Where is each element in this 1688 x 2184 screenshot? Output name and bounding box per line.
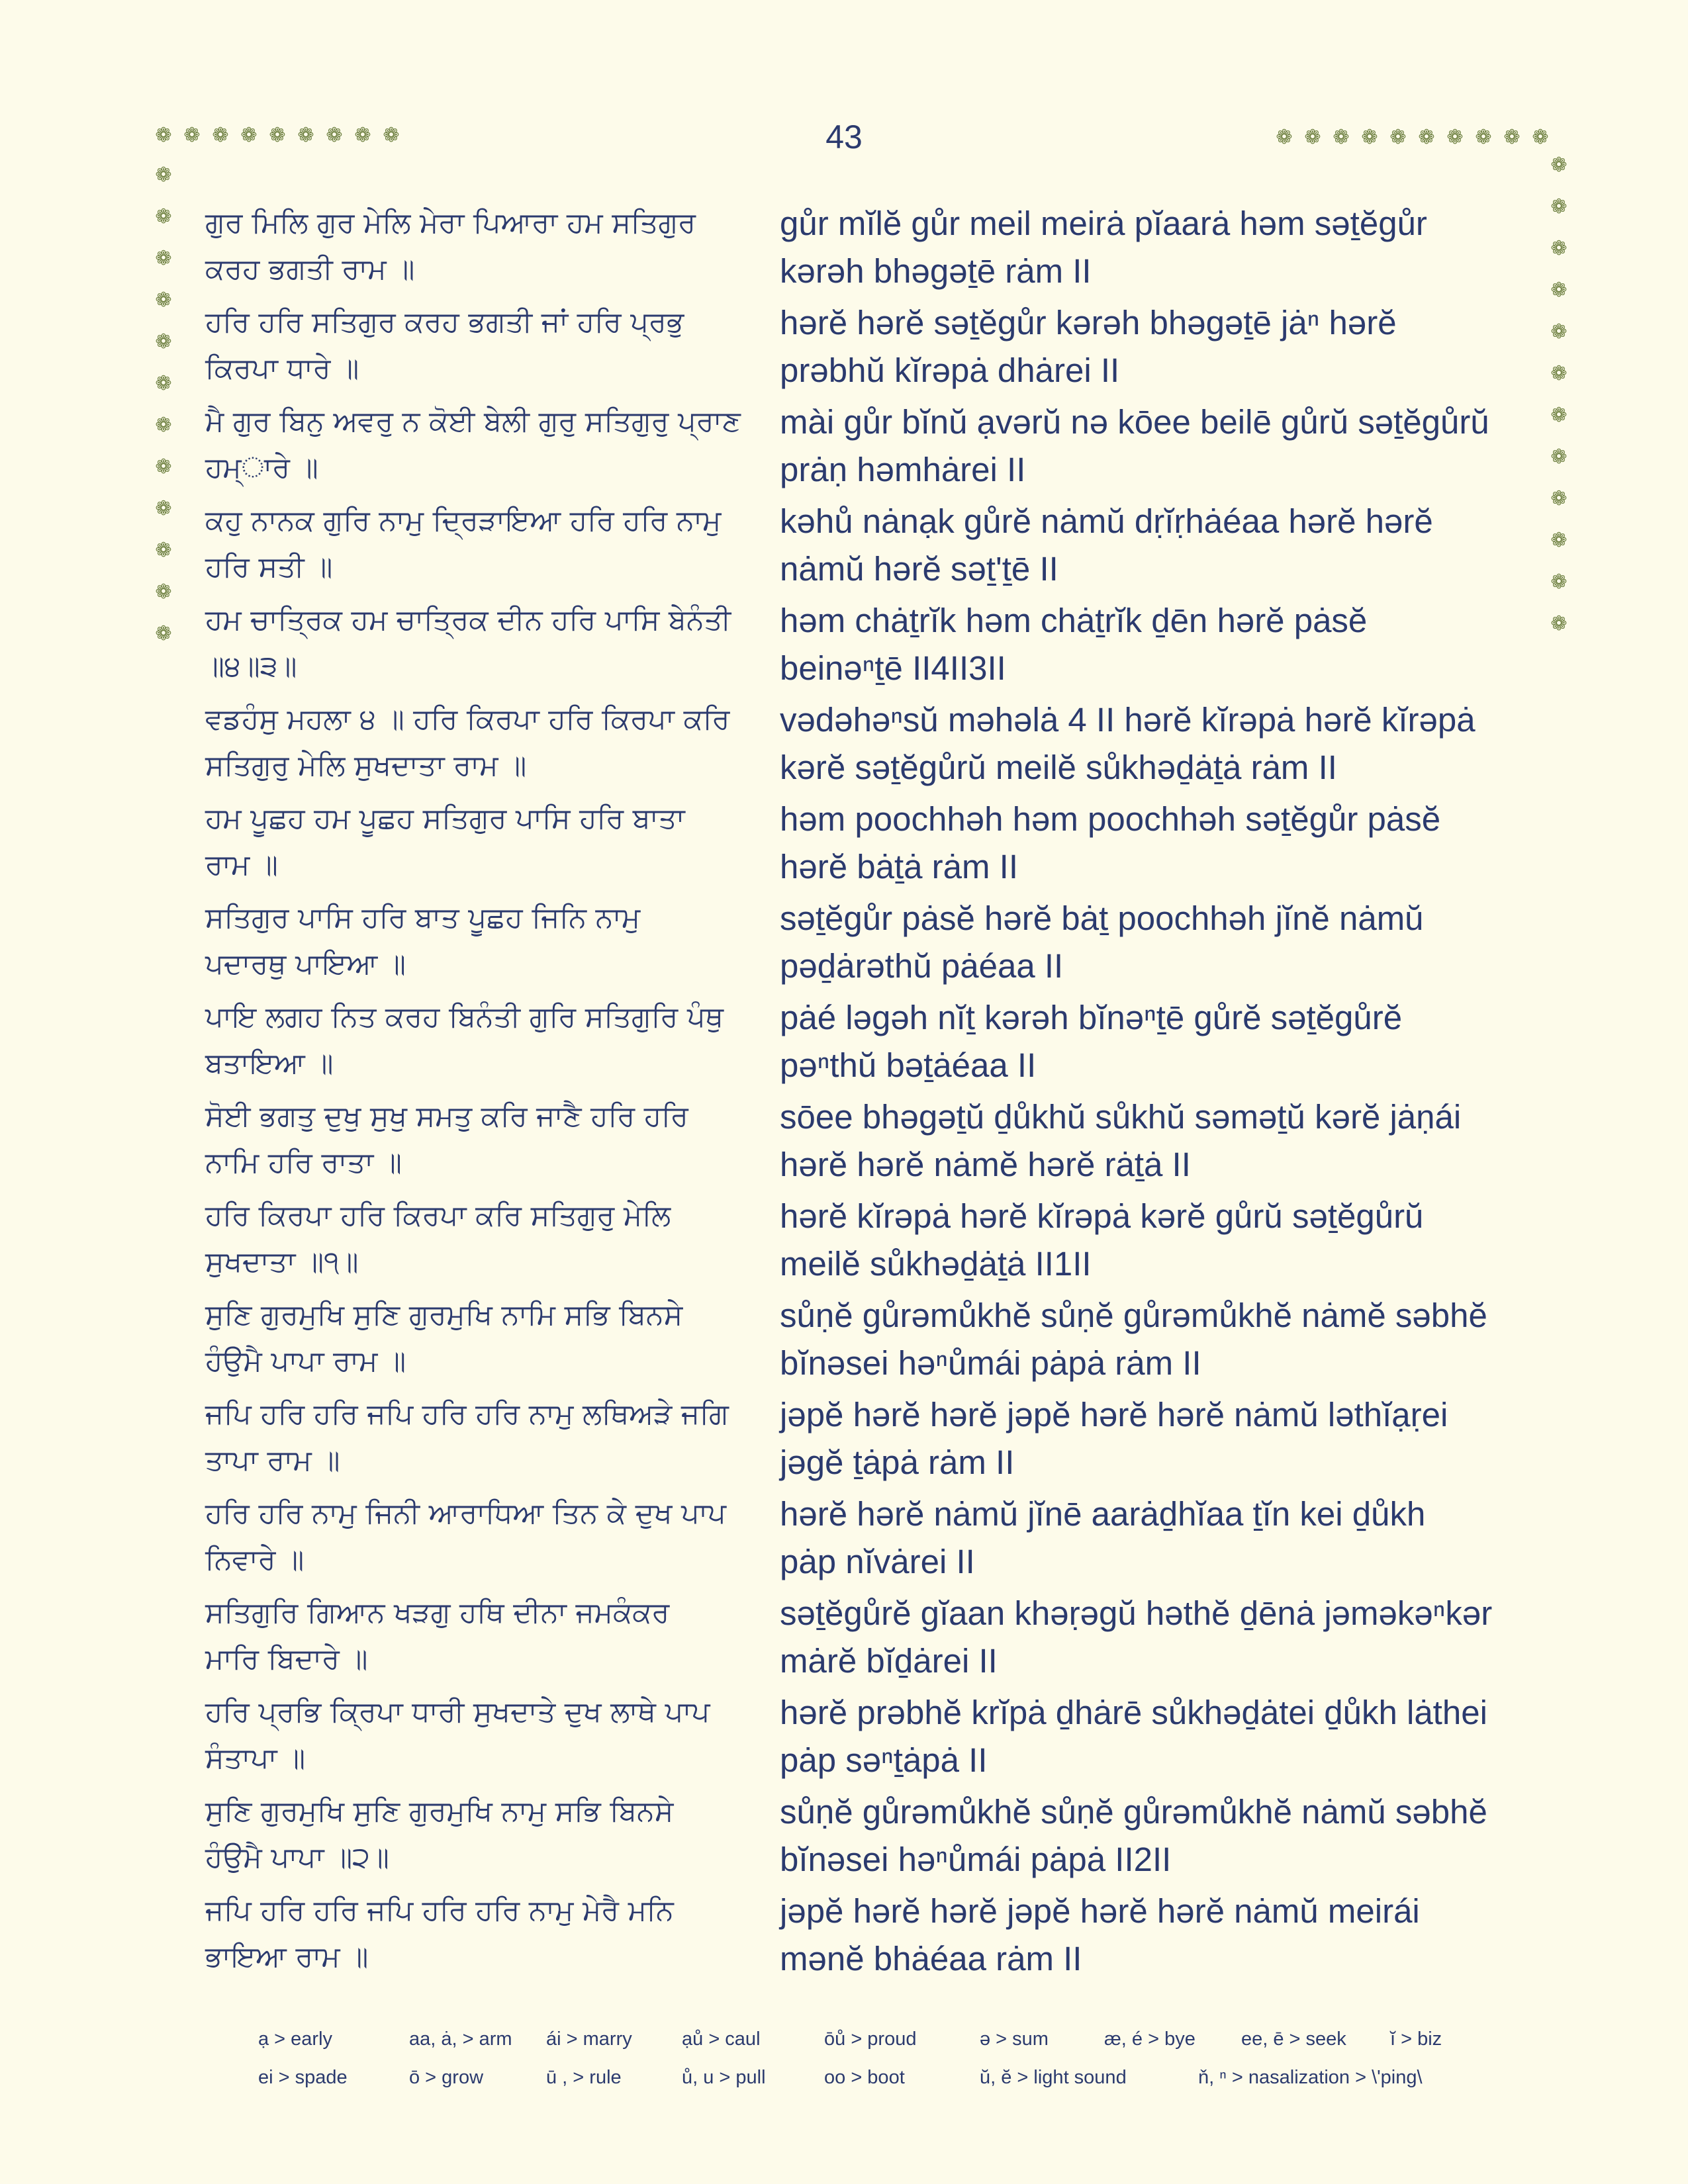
verse-row <box>205 696 1529 796</box>
transliteration-line: sōee bhəgəṯŭ ḏůkhŭ sůkhŭ səməṯŭ kərĕ jȧṇái <box>780 1098 1462 1136</box>
transliteration-text <box>780 200 1529 299</box>
flower-icon: ❁ <box>1304 126 1321 149</box>
gurmukhi-line: ਹਰਿ ਸਤੀ ॥ <box>205 551 333 584</box>
gurmukhi-line: ਸਤਿਗੁਰਿ ਗਿਆਨ ਖੜਗੁ ਹਥਿ ਦੀਨਾ ਜਮਕੰਕਰ <box>205 1596 670 1629</box>
transliteration-line: pȧé ləgəh nĭṯ kərəh bĭnəⁿṯē gůrĕ səṯĕgůrĕ <box>780 999 1403 1036</box>
transliteration-text <box>780 1193 1529 1292</box>
gurmukhi-line: ਸਤਿਗੁਰੁ ਮੇਲਿ ਸੁਖਦਾਤਾ ਰਾਮ ॥ <box>205 749 527 782</box>
flower-icon: ❁ <box>1550 195 1568 218</box>
transliteration-text <box>780 1292 1529 1391</box>
flower-icon: ❁ <box>1276 126 1293 149</box>
transliteration-line: hərĕ hərĕ səṯĕgůr kərəh bhəgəṯē jȧⁿ hərĕ <box>780 304 1397 341</box>
transliteration-line: bĭnəsei həⁿůmái pȧpȧ rȧm II <box>780 1344 1201 1382</box>
flower-icon: ❁ <box>1550 154 1568 177</box>
gurmukhi-text <box>205 1689 780 1788</box>
flower-icon: ❁ <box>155 414 172 437</box>
gurmukhi-line: ਤਾਪਾ ਰਾਮ ॥ <box>205 1444 340 1477</box>
transliteration-line: hərĕ bȧṯȧ rȧm II <box>780 848 1019 886</box>
transliteration-line: vədəhəⁿsŭ məhəlȧ 4 II hərĕ kĭrəpȧ hərĕ kĭrəpȧ <box>780 701 1476 739</box>
gurmukhi-line: ਵਡਹੰਸੁ ਮਹਲਾ ੪ ॥ ਹਰਿ ਕਿਰਪਾ ਹਰਿ ਕਿਰਪਾ ਕਰਿ <box>205 703 730 736</box>
flower-icon: ❁ <box>1361 126 1378 149</box>
gurmukhi-text <box>205 696 780 796</box>
gurmukhi-line: ਕਹੁ ਨਾਨਕ ਗੁਰਿ ਨਾਮੁ ਦ੍ਰਿੜਾਇਆ ਹਰਿ ਹਰਿ ਨਾਮੁ <box>205 504 722 537</box>
verse-row <box>205 1590 1529 1689</box>
gurmukhi-text <box>205 1490 780 1590</box>
gurmukhi-line: ਰਾਮ ॥ <box>205 848 278 882</box>
transliteration-line: pəⁿthŭ bəṯȧéaa II <box>780 1046 1037 1084</box>
verse-row <box>205 1292 1529 1391</box>
flower-icon: ❁ <box>155 539 172 562</box>
gurmukhi-text <box>205 1292 780 1391</box>
transliteration-line: bĭnəsei həⁿůmái pȧpȧ II2II <box>780 1841 1172 1878</box>
verse-row <box>205 1788 1529 1888</box>
transliteration-text <box>780 1093 1529 1193</box>
pronunciation-legend <box>258 2028 1516 2105</box>
transliteration-text <box>780 1689 1529 1788</box>
gurmukhi-text <box>205 200 780 299</box>
gurmukhi-line: ਭਾਇਆ ਰਾਮ ॥ <box>205 1940 369 1974</box>
gurmukhi-line: ਕਰਹ ਭਗਤੀ ਰਾਮ ॥ <box>205 253 415 286</box>
transliteration-text <box>780 1490 1529 1590</box>
gurmukhi-text <box>205 299 780 398</box>
flower-icon: ❁ <box>1418 126 1435 149</box>
legend-item: ĭ > biz <box>1390 2028 1442 2050</box>
transliteration-line: hərĕ hərĕ nȧmĕ hərĕ rȧṯȧ II <box>780 1146 1191 1183</box>
gurmukhi-text <box>205 1193 780 1292</box>
transliteration-line: pəḏȧrəthŭ pȧéaa II <box>780 947 1064 985</box>
flower-icon: ❁ <box>383 124 400 147</box>
legend-row <box>258 2067 1516 2105</box>
transliteration-line: gůr mĭlĕ gůr meil meirȧ pĭaarȧ həm səṯĕgůr <box>780 205 1427 242</box>
gurmukhi-line: ਜਪਿ ਹਰਿ ਹਰਿ ਜਪਿ ਹਰਿ ਹਰਿ ਨਾਮੁ ਲਥਿਅੜੇ ਜਗਿ <box>205 1398 729 1431</box>
transliteration-line: hərĕ hərĕ nȧmŭ jĭnē aarȧḏhĭaa ṯĭn kei ḏůkh <box>780 1495 1426 1533</box>
transliteration-text <box>780 895 1529 994</box>
gurmukhi-line: ਹੰਉਮੈ ਪਾਪਾ ਰਾਮ ॥ <box>205 1345 406 1378</box>
verse-row <box>205 1689 1529 1788</box>
flower-icon: ❁ <box>1550 404 1568 427</box>
transliteration-line: meilĕ sůkhəḏȧṯȧ II1II <box>780 1245 1092 1283</box>
verse-row <box>205 1093 1529 1193</box>
flower-icon: ❁ <box>155 580 172 604</box>
transliteration-text <box>780 1788 1529 1888</box>
transliteration-line: kəhů nȧnạk gůrĕ nȧmŭ dṛĭṛhȧéaa hərĕ hərĕ <box>780 502 1433 540</box>
transliteration-line: prəbhŭ kĭrəpȧ dhȧrei II <box>780 351 1120 389</box>
legend-item: ň, ⁿ > nasalization > \'ping\ <box>1198 2067 1423 2088</box>
flower-icon: ❁ <box>1550 487 1568 510</box>
legend-item: ō > grow <box>409 2067 484 2088</box>
legend-item: ạů > caul <box>682 2028 761 2050</box>
legend-item: æ, é > bye <box>1104 2028 1196 2050</box>
transliteration-text <box>780 1391 1529 1490</box>
legend-item: ŭ, ĕ > light sound <box>980 2067 1127 2088</box>
flower-icon: ❁ <box>155 205 172 228</box>
gurmukhi-line: ਸੁਖਦਾਤਾ ॥੧॥ <box>205 1246 359 1279</box>
legend-item: oo > boot <box>824 2067 905 2088</box>
gurmukhi-text <box>205 1590 780 1689</box>
flower-icon: ❁ <box>1475 126 1492 149</box>
verse-row <box>205 200 1529 299</box>
flower-icon: ❁ <box>155 497 172 520</box>
transliteration-line: jəgĕ ṯȧpȧ rȧm II <box>780 1443 1015 1481</box>
transliteration-line: hərĕ kĭrəpȧ hərĕ kĭrəpȧ kərĕ gůrŭ səṯĕgůrŭ <box>780 1197 1424 1235</box>
transliteration-text <box>780 994 1529 1093</box>
legend-row <box>258 2028 1516 2067</box>
flower-icon: ❁ <box>1550 237 1568 260</box>
gurmukhi-line: ਹਮ ਚਾਤ੍ਰਿਕ ਹਮ ਚਾਤ੍ਰਿਕ ਦੀਨ ਹਰਿ ਪਾਸਿ ਬੇਨੰਤੀ <box>205 604 731 637</box>
gurmukhi-line: ਨਾਮਿ ਹਰਿ ਰਾਤਾ ॥ <box>205 1146 402 1179</box>
gurmukhi-line: ਸਤਿਗੁਰ ਪਾਸਿ ਹਰਿ ਬਾਤ ਪੂਛਹ ਜਿਨਿ ਨਾਮੁ <box>205 901 641 934</box>
transliteration-line: səṯĕgůr pȧsĕ hərĕ bȧṯ poochhəh jĭnĕ nȧmŭ <box>780 899 1424 937</box>
gurmukhi-line: ਸੋਈ ਭਗਤੁ ਦੁਖੁ ਸੁਖੁ ਸਮਤੁ ਕਰਿ ਜਾਣੈ ਹਰਿ ਹਰਿ <box>205 1100 688 1133</box>
verse-row <box>205 994 1529 1093</box>
verse-row <box>205 1193 1529 1292</box>
legend-item: ů, u > pull <box>682 2067 766 2088</box>
gurmukhi-line: ਪਾਇ ਲਗਹ ਨਿਤ ਕਰਹ ਬਿਨੰਤੀ ਗੁਰਿ ਸਤਿਗੁਰਿ ਪੰਥੁ <box>205 1001 724 1034</box>
gurmukhi-line: ਪਦਾਰਥੁ ਪਾਇਆ ॥ <box>205 948 406 981</box>
verse-row <box>205 895 1529 994</box>
transliteration-line: pȧp səⁿṯȧpȧ II <box>780 1741 988 1779</box>
flower-icon: ❁ <box>1503 126 1521 149</box>
flower-icon: ❁ <box>1550 445 1568 469</box>
legend-item: ái > marry <box>546 2028 632 2050</box>
gurmukhi-text <box>205 994 780 1093</box>
flower-icon: ❁ <box>1550 612 1568 635</box>
transliteration-line: sůṇĕ gůrəmůkhĕ sůṇĕ gůrəmůkhĕ nȧmŭ səbhĕ <box>780 1793 1487 1831</box>
transliteration-text <box>780 498 1529 597</box>
page-number: 43 <box>825 118 863 156</box>
legend-item: ū , > rule <box>546 2067 622 2088</box>
transliteration-line: jəpĕ hərĕ hərĕ jəpĕ hərĕ hərĕ nȧmŭ meirái <box>780 1892 1420 1930</box>
gurmukhi-line: ਨਿਵਾਰੇ ॥ <box>205 1543 305 1576</box>
gurmukhi-line: ਕਿਰਪਾ ਧਾਰੇ ॥ <box>205 352 359 385</box>
flower-icon: ❁ <box>1550 279 1568 302</box>
gurmukhi-line: ਮੈ ਗੁਰ ਬਿਨੁ ਅਵਰੁ ਨ ਕੋਈ ਬੇਲੀ ਗੁਰੁ ਸਤਿਗੁਰੁ ਪ੍ਰਾਣ <box>205 405 741 438</box>
flower-icon: ❁ <box>1389 126 1407 149</box>
transliteration-line: kərəh bhəgəṯē rȧm II <box>780 252 1092 290</box>
gurmukhi-line: ਸੰਤਾਪਾ ॥ <box>205 1742 306 1775</box>
gurmukhi-line: ਹਰਿ ਕਿਰਪਾ ਹਰਿ ਕਿਰਪਾ ਕਰਿ ਸਤਿਗੁਰੁ ਮੇਲਿ <box>205 1199 671 1232</box>
transliteration-line: həm chȧṯrĭk həm chȧṯrĭk ḏēn hərĕ pȧsĕ <box>780 602 1368 639</box>
transliteration-text <box>780 796 1529 895</box>
gurmukhi-text <box>205 1888 780 1987</box>
flower-icon: ❁ <box>1333 126 1350 149</box>
transliteration-line: hərĕ prəbhĕ krĭpȧ ḏhȧrē sůkhəḏȧtei ḏůkh lȧthei <box>780 1694 1487 1731</box>
gurmukhi-text <box>205 498 780 597</box>
legend-item: ə > sum <box>980 2028 1049 2050</box>
transliteration-text <box>780 1590 1529 1689</box>
gurmukhi-text <box>205 796 780 895</box>
transliteration-text <box>780 398 1529 498</box>
gurmukhi-line: ਗੁਰ ਮਿਲਿ ਗੁਰ ਮੇਲਿ ਮੇਰਾ ਪਿਆਰਾ ਹਮ ਸਤਿਗੁਰ <box>205 206 696 240</box>
flower-icon: ❁ <box>1446 126 1464 149</box>
transliteration-text <box>780 299 1529 398</box>
flower-icon: ❁ <box>155 124 172 147</box>
gurmukhi-text <box>205 398 780 498</box>
flower-icon: ❁ <box>155 163 172 187</box>
transliteration-text <box>780 597 1529 696</box>
flower-icon: ❁ <box>1550 570 1568 594</box>
gurmukhi-line: ਹਰਿ ਪ੍ਰਭਿ ਕ੍ਰਿਪਾ ਧਾਰੀ ਸੁਖਦਾਤੇ ਦੁਖ ਲਾਥੇ ਪਾਪ <box>205 1696 710 1729</box>
legend-item: ōů > proud <box>824 2028 917 2050</box>
flower-icon: ❁ <box>183 124 201 147</box>
flower-icon: ❁ <box>269 124 286 147</box>
flower-icon: ❁ <box>240 124 258 147</box>
gurmukhi-line: ਹੰਉਮੈ ਪਾਪਾ ॥੨॥ <box>205 1841 389 1874</box>
transliteration-line: nȧmŭ hərĕ səṯ'ṯē II <box>780 550 1058 588</box>
flower-icon: ❁ <box>155 372 172 395</box>
transliteration-line: mài gůr bĭnŭ ạvərŭ nə kōee beilē gůrŭ səṯĕgůrŭ <box>780 403 1489 441</box>
gurmukhi-line: ਹਰਿ ਹਰਿ ਨਾਮੁ ਜਿਨੀ ਆਰਾਧਿਆ ਤਿਨ ਕੇ ਦੁਖ ਪਾਪ <box>205 1497 726 1530</box>
gurmukhi-text <box>205 1391 780 1490</box>
verse-row <box>205 1490 1529 1590</box>
gurmukhi-text <box>205 597 780 696</box>
flower-icon: ❁ <box>155 247 172 270</box>
transliteration-line: beinəⁿṯē II4II3II <box>780 649 1006 687</box>
transliteration-line: mȧrĕ bĭḏȧrei II <box>780 1642 998 1680</box>
verse-row <box>205 398 1529 498</box>
flower-icon: ❁ <box>1532 126 1549 149</box>
gurmukhi-text <box>205 1788 780 1888</box>
gurmukhi-line: ਬਤਾਇਆ ॥ <box>205 1047 334 1080</box>
gurmukhi-line: ॥੪॥੩॥ <box>205 650 297 683</box>
flower-icon: ❁ <box>1550 320 1568 343</box>
gurmukhi-line: ਜਪਿ ਹਰਿ ਹਰਿ ਜਪਿ ਹਰਿ ਹਰਿ ਨਾਮੁ ਮੇਰੈ ਮਨਿ <box>205 1894 674 1927</box>
flower-icon: ❁ <box>1550 362 1568 385</box>
transliteration-line: həm poochhəh həm poochhəh səṯĕgůr pȧsĕ <box>780 800 1441 838</box>
verse-row <box>205 498 1529 597</box>
legend-item: ạ > early <box>258 2028 333 2050</box>
verse-row <box>205 796 1529 895</box>
transliteration-line: prȧṇ həmhȧrei II <box>780 451 1026 488</box>
flower-icon: ❁ <box>155 289 172 312</box>
legend-item: ei > spade <box>258 2067 348 2088</box>
flower-icon: ❁ <box>155 622 172 645</box>
verse-row <box>205 597 1529 696</box>
flower-icon: ❁ <box>326 124 343 147</box>
transliteration-line: mənĕ bhȧéaa rȧm II <box>780 1940 1082 1978</box>
gurmukhi-line: ਹਮ ਪੂਛਹ ਹਮ ਪੂਛਹ ਸਤਿਗੁਰ ਪਾਸਿ ਹਰਿ ਬਾਤਾ <box>205 802 685 835</box>
transliteration-line: pȧp nĭvȧrei II <box>780 1543 975 1580</box>
flower-icon: ❁ <box>212 124 229 147</box>
transliteration-text <box>780 696 1529 796</box>
gurmukhi-line: ਸੁਣਿ ਗੁਰਮੁਖਿ ਸੁਣਿ ਗੁਰਮੁਖਿ ਨਾਮਿ ਸਭਿ ਬਿਨਸੇ <box>205 1298 683 1332</box>
gurmukhi-text <box>205 1093 780 1193</box>
verse-row <box>205 1888 1529 1987</box>
flower-icon: ❁ <box>297 124 314 147</box>
flower-icon: ❁ <box>1550 529 1568 552</box>
gurmukhi-text <box>205 895 780 994</box>
flower-icon: ❁ <box>155 330 172 353</box>
verse-list <box>205 200 1529 1987</box>
transliteration-text <box>780 1888 1529 1987</box>
gurmukhi-line: ਸੁਣਿ ਗੁਰਮੁਖਿ ਸੁਣਿ ਗੁਰਮੁਖਿ ਨਾਮੁ ਸਭਿ ਬਿਨਸੇ <box>205 1795 674 1828</box>
gurmukhi-line: ਹਰਿ ਹਰਿ ਸਤਿਗੁਰ ਕਰਹ ਭਗਤੀ ਜਾਂ ਹਰਿ ਪ੍ਰਭੁ <box>205 306 684 339</box>
verse-row <box>205 299 1529 398</box>
transliteration-line: sůṇĕ gůrəmůkhĕ sůṇĕ gůrəmůkhĕ nȧmĕ səbhĕ <box>780 1297 1487 1334</box>
transliteration-line: kərĕ səṯĕgůrŭ meilĕ sůkhəḏȧṯȧ rȧm II <box>780 749 1337 786</box>
gurmukhi-line: ਮਾਰਿ ਬਿਦਾਰੇ ॥ <box>205 1643 368 1676</box>
legend-item: ee, ē > seek <box>1241 2028 1346 2050</box>
legend-item: aa, ȧ, > arm <box>409 2028 512 2050</box>
verse-row <box>205 1391 1529 1490</box>
gurmukhi-line: ਹਮ੍ਾਰੇ ॥ <box>205 451 318 484</box>
flower-icon: ❁ <box>155 455 172 478</box>
transliteration-line: jəpĕ hərĕ hərĕ jəpĕ hərĕ hərĕ nȧmŭ ləthĭạṛei <box>780 1396 1448 1433</box>
transliteration-line: səṯĕgůrĕ gĭaan khəṛəgŭ həthĕ ḏēnȧ jəməkəⁿkər <box>780 1594 1493 1632</box>
flower-icon: ❁ <box>354 124 371 147</box>
